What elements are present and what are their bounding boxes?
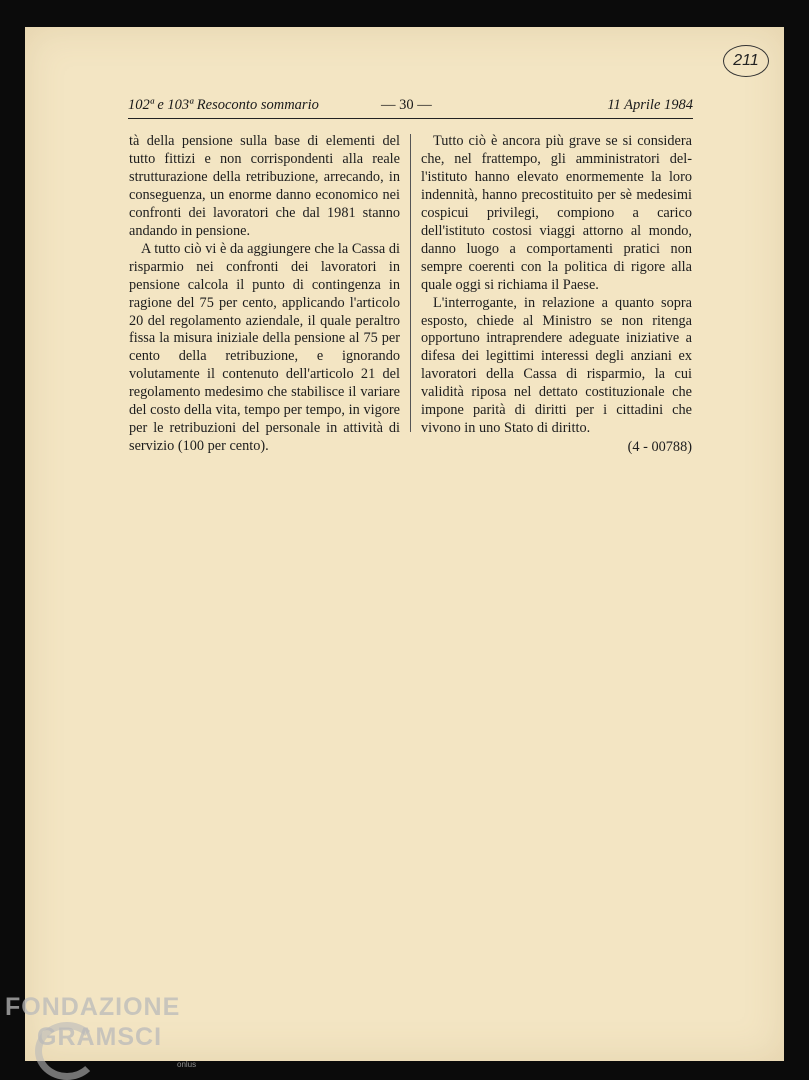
left-text-column xyxy=(129,133,400,456)
g-logo-icon xyxy=(35,1022,99,1080)
handwritten-page-number: 211 xyxy=(723,45,769,77)
column-divider xyxy=(410,134,411,432)
header-session-title: 102ª e 103ª Resoconto sommario xyxy=(128,97,319,113)
page-header xyxy=(128,97,693,117)
watermark-line-1: FONDAZIONE xyxy=(5,993,181,1021)
archive-watermark-logo xyxy=(5,992,197,1069)
header-rule xyxy=(128,118,693,119)
paragraph: Tutto ciò è ancora più grave se si considera che, nel frattempo, gli amministratori dell'istituto hanno elevato enormemente la loro indennità, hanno precostituito per sè medesimi cospicui privilegi, compiono a carico dell'istituto costosi viaggi attorno al mondo, danno luogo a comportamenti pratici non sempre coerenti con la politica di rigore alla quale oggi si richiama il Paese. xyxy=(421,133,692,293)
header-page-number: — 30 — xyxy=(381,97,432,113)
watermark-suffix: onlus xyxy=(177,1060,197,1069)
right-text-column xyxy=(421,133,692,457)
paragraph: tà della pensione sulla base di elementi del tutto fittizi e non corrispondenti alla reale strutturazione della retribuzione, arrecando, in conseguenza, un enorme danno economico nei confronti dei lavoratori che dal 1981 stanno andando in pensione. xyxy=(129,133,400,239)
paragraph: L'interrogante, in relazione a quanto sopra esposto, chiede al Ministro se non ritenga opportuno intraprendere adeguate iniziative a difesa dei legittimi interessi degli anziani ex lavoratori della Cassa di risparmio, la cui validità riposa nel dettato costituzionale che impone parità di diritti per i cittadini che vivono in uno Stato di diritto. xyxy=(421,294,692,437)
watermark-line-2: GRAMSCI xyxy=(37,1023,163,1051)
paragraph: A tutto ciò vi è da aggiungere che la Cassa di risparmio nei confronti dei lavoratori in pensione calcola il punto di contingenza in ragione del 75 per cento, applicando l'articolo 20 del regolamento aziendale, il quale peraltro fissa la misura iniziale della pensione al 75 per cento della retribuzione, e ignorando volutamente il contenuto dell'articolo 21 del regolamento medesimo che stabilisce il variare del costo della vita, tempo per tempo, in vigore per le retribuzioni del personale in attività di servizio (100 per cento). xyxy=(129,240,400,455)
interrogation-reference-code: (4 - 00788) xyxy=(627,439,692,456)
header-date: 11 Aprile 1984 xyxy=(607,97,693,113)
